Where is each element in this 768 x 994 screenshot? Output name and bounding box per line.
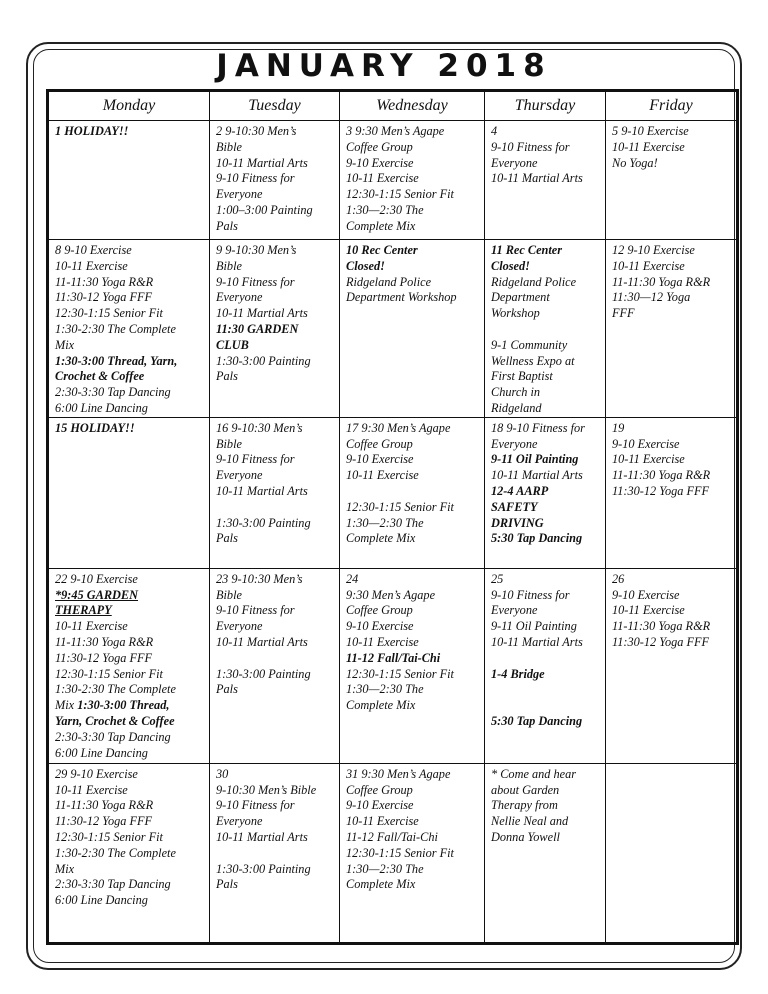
event-line: 12:30-1:15 Senior Fit (55, 666, 163, 681)
event-line: 10-11 Martial Arts (216, 829, 308, 844)
event-line: 11:30-12 Yoga FFF (55, 814, 153, 829)
event-line: 10-11 Exercise (612, 258, 685, 273)
event-line: Closed! (346, 258, 385, 273)
event-line: 9-10 Exercise (346, 155, 414, 170)
event-line: Crochet & Coffee (55, 369, 145, 384)
day-cell-monday (48, 121, 210, 240)
event-line: 10-11 Martial Arts (216, 155, 308, 170)
event-line: 11:30-12 Yoga FFF (55, 650, 153, 665)
event-line: 1-4 Bridge (491, 666, 545, 681)
day-cell-tuesday (210, 417, 340, 568)
event-line: Bible (216, 139, 242, 154)
spacer (491, 651, 602, 667)
event-line: 31 9:30 Men’s Agape (346, 766, 451, 781)
spacer (216, 651, 336, 667)
event-line: 10-11 Exercise (346, 814, 419, 829)
event-line: 10-11 Exercise (346, 634, 419, 649)
event-line: 9-10 Fitness for (216, 452, 295, 467)
day-cell-tuesday (210, 763, 340, 943)
day-cell-friday (606, 240, 738, 418)
day-cell-wednesday (340, 568, 485, 763)
event-line: Ridgeland Police (346, 274, 432, 289)
event-line: Coffee Group (346, 139, 413, 154)
day-cell-wednesday (340, 121, 485, 240)
day-cell-monday (48, 763, 210, 943)
event-line: 1:30-2:30 The Complete (55, 845, 176, 860)
day-cell-tuesday (210, 240, 340, 418)
event-line: DRIVING (491, 515, 544, 530)
weekday-header-wednesday: Wednesday (340, 91, 485, 121)
day-cell-tuesday (210, 121, 340, 240)
event-line: Everyone (216, 619, 263, 634)
event-line: 9 9-10:30 Men’s (216, 243, 297, 257)
event-line: Closed! (491, 258, 530, 273)
event-line: Pals (216, 682, 238, 697)
event-line: 9-10 Fitness for (216, 798, 295, 813)
event-line: 11-11:30 Yoga R&R (612, 619, 711, 634)
event-text: 1:30-3:00 Thread, (77, 698, 170, 713)
event-line: Everyone (491, 603, 538, 618)
event-line: 29 9-10 Exercise (55, 766, 138, 781)
event-line: 9-10 Fitness for (491, 587, 570, 602)
event-line: 10-11 Exercise (55, 619, 128, 634)
event-line: Complete Mix (346, 877, 416, 892)
event-line: Everyone (216, 814, 263, 829)
event-line: THERAPY (55, 603, 112, 618)
event-line: Bible (216, 258, 242, 273)
event-line: 9-10 Fitness for (216, 274, 295, 289)
event-line: Therapy from (491, 798, 558, 813)
event-line: 23 9-10:30 Men’s (216, 571, 303, 586)
day-cell-tuesday (210, 568, 340, 763)
event-line: 19 (612, 420, 625, 435)
weekday-header-monday: Monday (48, 91, 210, 121)
event-line: Bible (216, 436, 242, 451)
event-line: 1:30-3:00 Painting (216, 353, 311, 368)
event-line: Pals (216, 218, 238, 233)
day-cell-thursday (485, 763, 606, 943)
event-line: 1:30-3:00 Painting (216, 515, 311, 530)
event-line: 16 9-10:30 Men’s (216, 420, 303, 435)
day-cell-thursday (485, 568, 606, 763)
event-line: No Yoga! (612, 155, 658, 170)
day-cell-wednesday (340, 763, 485, 943)
event-line: 22 9-10 Exercise (55, 571, 138, 586)
event-line: Coffee Group (346, 603, 413, 618)
spacer (346, 484, 481, 500)
event-line: 1:00–3:00 Painting (216, 202, 313, 217)
event-line: First Baptist (491, 369, 553, 384)
event-line: 10-11 Exercise (346, 468, 419, 483)
weekday-header-tuesday: Tuesday (210, 91, 340, 121)
calendar-title: JANUARY 2018 (216, 48, 552, 84)
event-line: 2:30-3:30 Tap Dancing (55, 385, 171, 400)
event-line: Pals (216, 369, 238, 384)
event-line: FFF (612, 306, 635, 321)
event-line: Complete Mix (346, 218, 416, 233)
event-line: Everyone (216, 187, 263, 202)
weekday-header-thursday: Thursday (485, 91, 606, 121)
event-line: 11-11:30 Yoga R&R (55, 798, 154, 813)
spacer (491, 682, 602, 698)
event-line: Ridgeland Police (491, 274, 577, 289)
event-line: 25 (491, 571, 504, 586)
event-line: 12:30-1:15 Senior Fit (346, 187, 454, 202)
day-cell-monday (48, 417, 210, 568)
event-line: Department Workshop (346, 290, 457, 305)
event-line: 2:30-3:30 Tap Dancing (55, 729, 171, 744)
event-line: 11:30-12 Yoga FFF (612, 483, 710, 498)
event-line: 1 HOLIDAY!! (55, 124, 129, 138)
event-line: 1:30—2:30 The (346, 515, 424, 530)
event-line: 10-11 Martial Arts (216, 306, 308, 321)
event-line: 10-11 Martial Arts (491, 468, 583, 483)
event-line: Complete Mix (346, 698, 416, 713)
event-line: CLUB (216, 337, 249, 352)
event-line: 1:30-3:00 Painting (216, 666, 311, 681)
calendar-grid (46, 89, 739, 945)
event-line: 2:30-3:30 Tap Dancing (55, 877, 171, 892)
event-line: 17 9:30 Men’s Agape (346, 420, 451, 435)
day-cell-monday (48, 568, 210, 763)
event-line: 12-4 AARP (491, 483, 549, 498)
event-line: 9-10 Exercise (346, 619, 414, 634)
day-cell-thursday (485, 417, 606, 568)
week-row-5 (48, 763, 738, 943)
event-line: 11-11:30 Yoga R&R (55, 634, 154, 649)
event-line: 10-11 Exercise (612, 603, 685, 618)
event-line: 1:30-3:00 Thread, Yarn, (55, 353, 178, 368)
event-line: 9-10 Exercise (612, 436, 680, 451)
event-line: 11-11:30 Yoga R&R (55, 274, 154, 289)
event-line: 12:30-1:15 Senior Fit (346, 499, 454, 514)
event-line: 9-10 Fitness for (491, 139, 570, 154)
event-line: 10-11 Martial Arts (216, 634, 308, 649)
event-line: Yarn, Crochet & Coffee (55, 713, 175, 728)
event-line: 11:30-12 Yoga FFF (612, 634, 710, 649)
week-row-4 (48, 568, 738, 763)
event-line (55, 698, 206, 714)
event-line: Ridgeland (491, 400, 542, 415)
day-cell-friday (606, 121, 738, 240)
event-line: 10-11 Martial Arts (491, 171, 583, 186)
event-line: 10-11 Martial Arts (216, 483, 308, 498)
event-line: Mix (55, 861, 75, 876)
event-line: 11:30 GARDEN (216, 321, 299, 336)
event-line: Workshop (491, 306, 540, 321)
event-line: 5:30 Tap Dancing (491, 713, 583, 728)
event-line: Pals (216, 531, 238, 546)
event-line: Nellie Neal and (491, 814, 569, 829)
spacer (216, 500, 336, 516)
event-line: 12:30-1:15 Senior Fit (346, 666, 454, 681)
event-line: 11-12 Fall/Tai-Chi (346, 829, 438, 844)
event-line: 10 Rec Center (346, 243, 418, 257)
event-line: 11:30-12 Yoga FFF (55, 290, 153, 305)
day-cell-wednesday (340, 417, 485, 568)
event-line: 6:00 Line Dancing (55, 745, 148, 760)
event-line: * Come and hear (491, 766, 577, 781)
event-line: 15 HOLIDAY!! (55, 420, 135, 435)
day-cell-friday (606, 763, 738, 943)
event-line: Wellness Expo at (491, 353, 575, 368)
event-line: 9-10 Fitness for (216, 171, 295, 186)
event-line: 1:30-2:30 The Complete (55, 321, 176, 336)
event-line: 1:30-2:30 The Complete (55, 682, 176, 697)
event-line: Mix (55, 337, 75, 352)
day-cell-wednesday (340, 240, 485, 418)
event-line: 10-11 Exercise (55, 258, 128, 273)
event-line: 5 9-10 Exercise (612, 124, 689, 138)
event-line: 3 9:30 Men’s Agape (346, 124, 445, 138)
event-line: 9-10:30 Men’s Bible (216, 782, 317, 797)
spacer (216, 846, 336, 862)
day-cell-friday (606, 568, 738, 763)
event-line: 26 (612, 571, 625, 586)
event-line: Bible (216, 587, 242, 602)
event-line: 10-11 Exercise (612, 139, 685, 154)
event-line: 9-11 Oil Painting (491, 619, 577, 634)
event-line: 1:30—2:30 The (346, 682, 424, 697)
day-cell-monday (48, 240, 210, 418)
event-line: 2 9-10:30 Men’s (216, 124, 297, 138)
event-line: 9-10 Fitness for (216, 603, 295, 618)
event-line: 1:30—2:30 The (346, 861, 424, 876)
day-cell-thursday (485, 121, 606, 240)
event-line: Church in (491, 385, 541, 400)
event-line: Donna Yowell (491, 829, 560, 844)
event-line: 9-10 Exercise (346, 798, 414, 813)
event-line: 10-11 Exercise (612, 452, 685, 467)
event-line: 12:30-1:15 Senior Fit (55, 829, 163, 844)
event-line: 12:30-1:15 Senior Fit (55, 306, 163, 321)
event-line: 1:30-3:00 Painting (216, 861, 311, 876)
event-line: Everyone (491, 155, 538, 170)
event-line: 9-10 Exercise (612, 587, 680, 602)
event-line: Department (491, 290, 550, 305)
event-line: Everyone (491, 436, 538, 451)
day-cell-thursday (485, 240, 606, 418)
event-line: 24 (346, 571, 359, 586)
weekday-header-row (48, 91, 738, 121)
day-cell-friday (606, 417, 738, 568)
event-line: 9-10 Exercise (346, 452, 414, 467)
event-line: 12 9-10 Exercise (612, 243, 695, 257)
event-line: 10-11 Exercise (346, 171, 419, 186)
spacer (491, 698, 602, 714)
event-line: 4 (491, 124, 498, 138)
event-line: 9:30 Men’s Agape (346, 587, 436, 602)
event-line: 12:30-1:15 Senior Fit (346, 845, 454, 860)
week-row-1 (48, 121, 738, 240)
event-line: 6:00 Line Dancing (55, 893, 148, 908)
week-row-3 (48, 417, 738, 568)
event-line: 10-11 Martial Arts (491, 634, 583, 649)
event-line: Coffee Group (346, 436, 413, 451)
event-line: SAFETY (491, 499, 538, 514)
event-line: 30 (216, 766, 229, 781)
event-line: about Garden (491, 782, 560, 797)
event-line: 9-1 Community (491, 337, 568, 352)
event-line: 11-11:30 Yoga R&R (612, 468, 711, 483)
spacer (491, 322, 602, 338)
event-line: Everyone (216, 468, 263, 483)
weekday-header-friday: Friday (606, 91, 738, 121)
event-line: 10-11 Exercise (55, 782, 128, 797)
event-line: 11-11:30 Yoga R&R (612, 274, 711, 289)
event-line: Coffee Group (346, 782, 413, 797)
event-text: Mix (55, 698, 78, 713)
event-line: 5:30 Tap Dancing (491, 531, 583, 546)
event-line: 1:30—2:30 The (346, 202, 424, 217)
event-line: 18 9-10 Fitness for (491, 420, 585, 435)
event-line: 11:30—12 Yoga (612, 290, 691, 305)
event-line: Pals (216, 877, 238, 892)
event-line: 9-11 Oil Painting (491, 452, 579, 467)
event-line: 6:00 Line Dancing (55, 400, 148, 415)
event-line: 8 9-10 Exercise (55, 243, 132, 257)
event-line: 11 Rec Center (491, 243, 563, 257)
event-line: Complete Mix (346, 531, 416, 546)
event-line: 11-12 Fall/Tai-Chi (346, 650, 441, 665)
event-line: Everyone (216, 290, 263, 305)
week-row-2 (48, 240, 738, 418)
event-line: *9:45 GARDEN (55, 587, 139, 602)
